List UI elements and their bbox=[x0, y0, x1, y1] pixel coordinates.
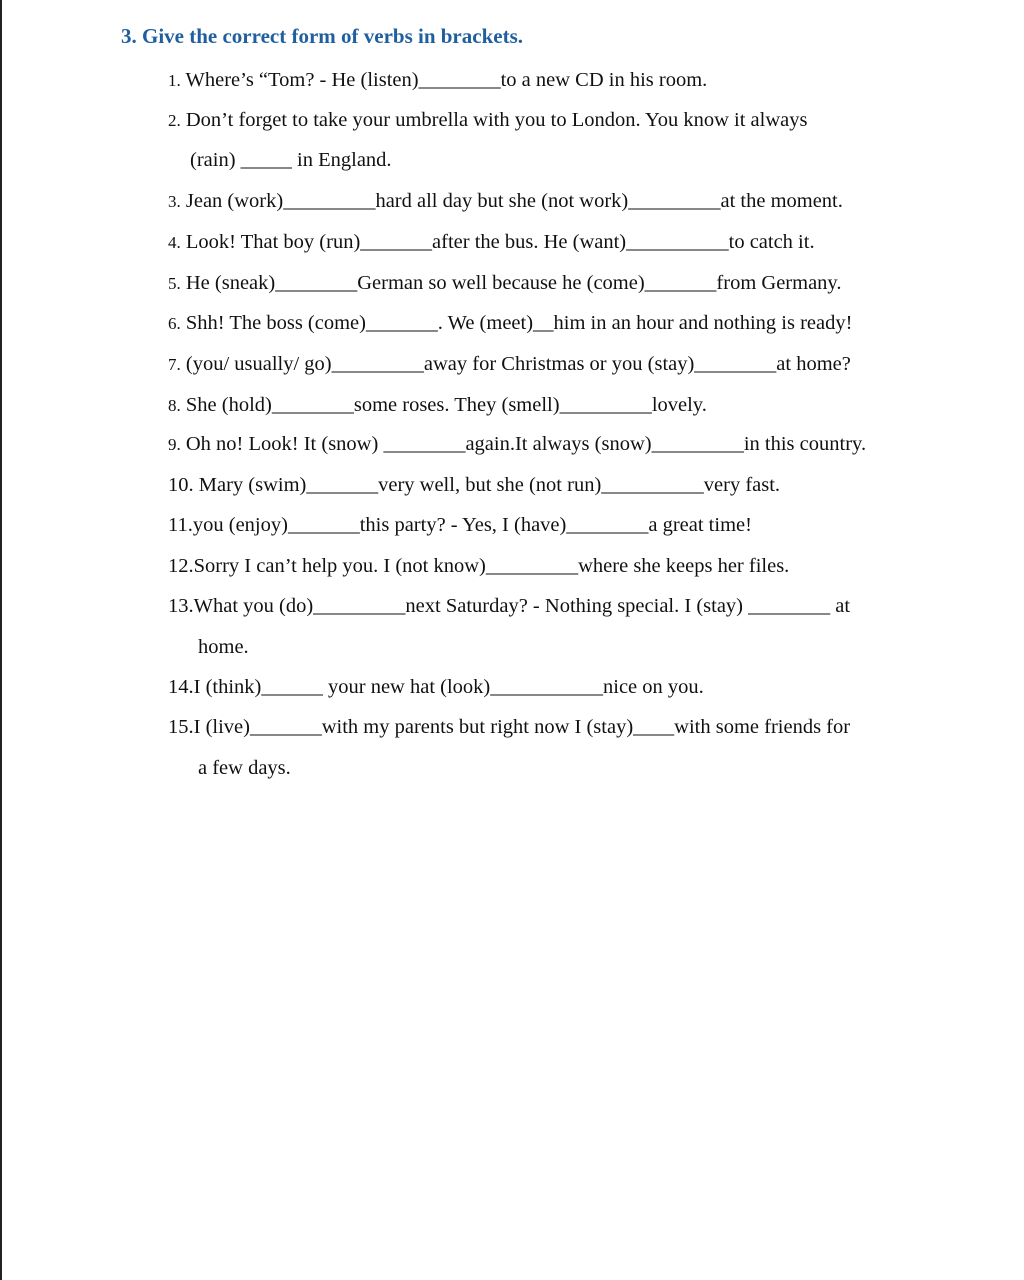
item-number: 15. bbox=[168, 716, 194, 738]
item-text: Look! That boy (run)_______after the bus. He (want)__________to catch it. bbox=[185, 231, 815, 253]
exercise-item-8 bbox=[168, 395, 707, 416]
item-number: 6. bbox=[168, 314, 181, 333]
exercise-item-13 bbox=[168, 596, 850, 617]
item-text: Mary (swim)_______very well, but she (not run)__________very fast. bbox=[198, 474, 781, 496]
item-number: 5. bbox=[168, 274, 181, 293]
item-number: 3. bbox=[168, 192, 181, 211]
item-number: 13. bbox=[168, 595, 194, 617]
item-number: 12. bbox=[168, 555, 194, 577]
exercise-item-7 bbox=[168, 354, 851, 375]
item-text: He (sneak)________German so well because he (come)_______from Germany. bbox=[185, 272, 842, 294]
item-text: (you/ usually/ go)_________away for Christmas or you (stay)________at home? bbox=[185, 353, 851, 375]
exercise-item-6 bbox=[168, 313, 852, 334]
item-text: Shh! The boss (come)_______. We (meet)__him in an hour and nothing is ready! bbox=[185, 312, 853, 334]
item-number: 7. bbox=[168, 355, 181, 374]
exercise-item-3 bbox=[168, 191, 843, 212]
item-number: 8. bbox=[168, 396, 181, 415]
item-text: She (hold)________some roses. They (smell)_________lovely. bbox=[185, 394, 707, 416]
item-number: 9. bbox=[168, 435, 181, 454]
exercise-item-4 bbox=[168, 232, 815, 253]
exercise-item-2 bbox=[168, 110, 807, 131]
item-text: Sorry I can’t help you. I (not know)_________where she keeps her files. bbox=[193, 555, 790, 577]
item-text: you (enjoy)_______this party? - Yes, I (have)________a great time! bbox=[192, 514, 752, 536]
exercise-item-14 bbox=[168, 677, 704, 698]
item-number: 4. bbox=[168, 233, 181, 252]
item-number: 14. bbox=[168, 676, 194, 698]
exercise-item-15-continuation: a few days. bbox=[198, 757, 291, 779]
item-number: 10. bbox=[168, 474, 194, 496]
exercise-item-1 bbox=[168, 70, 707, 91]
exercise-item-2-continuation: (rain) _____ in England. bbox=[190, 149, 392, 171]
item-text: I (think)______ your new hat (look)___________nice on you. bbox=[193, 676, 704, 698]
exercise-item-12 bbox=[168, 556, 789, 577]
item-number: 2. bbox=[168, 111, 181, 130]
item-text: What you (do)_________next Saturday? - Nothing special. I (stay) ________ at bbox=[193, 595, 851, 617]
exercise-heading: 3. Give the correct form of verbs in brackets. bbox=[121, 24, 523, 48]
item-number: 1. bbox=[168, 71, 181, 90]
item-text: Jean (work)_________hard all day but she (not work)_________at the moment. bbox=[185, 190, 843, 212]
item-text: Oh no! Look! It (snow) ________again.It always (snow)_________in this country. bbox=[185, 433, 867, 455]
item-text: I (live)_______with my parents but right now I (stay)____with some friends for bbox=[193, 716, 851, 738]
exercise-item-9 bbox=[168, 434, 866, 455]
exercise-item-11 bbox=[168, 515, 752, 536]
exercise-item-5 bbox=[168, 273, 841, 294]
item-text: Don’t forget to take your umbrella with you to London. You know it always bbox=[185, 109, 808, 131]
item-text: Where’s “Tom? - He (listen)________to a new CD in his room. bbox=[185, 69, 708, 91]
item-number: 11. bbox=[168, 514, 193, 536]
exercise-item-13-continuation: home. bbox=[198, 636, 249, 658]
exercise-item-15 bbox=[168, 717, 850, 738]
exercise-item-10 bbox=[168, 475, 780, 496]
